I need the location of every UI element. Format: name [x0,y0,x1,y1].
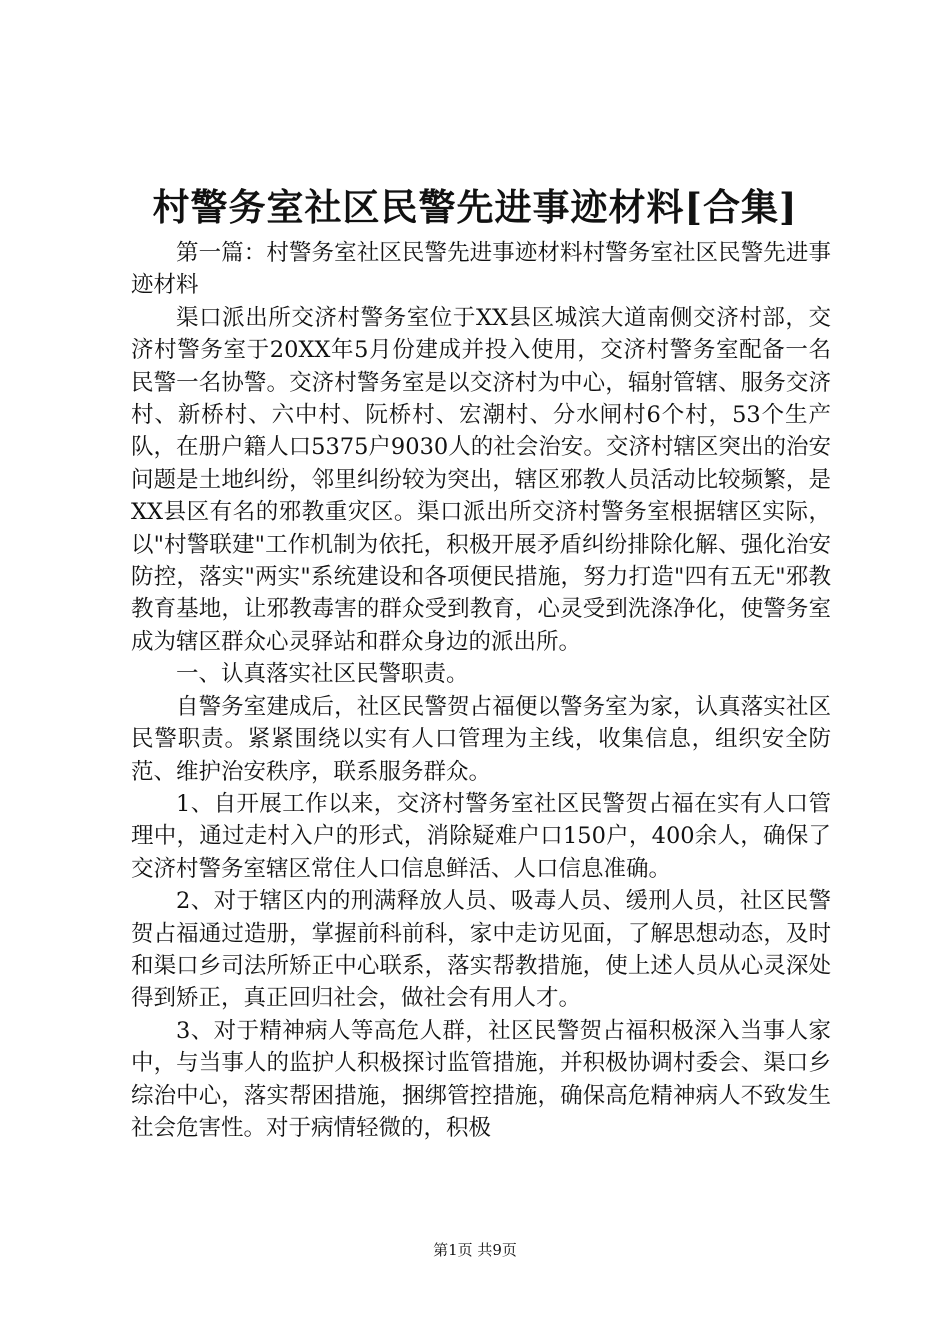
document-title: 村警务室社区民警先进事迹材料[合集] [152,185,798,229]
page-number: 第1页 共9页 [433,1241,517,1259]
section-heading: 一、认真落实社区民警职责。 [176,661,469,688]
paragraph-overview: 渠口派出所交济村警务室位于XX县区城滨大道南侧交济村部，交济村警务室于20XX年5月份建成并投入使用，交济村警务室配备一名民警一名协警。交济村警务室是以交济村为中心，辐射管辖、服务交济村、新桥村、六中村、阮桥村、宏潮村、分水闸村6个村，53个生产队，在册户籍人口5375户9030人的社会治安。交济村辖区突出的治安问题是土地纠纷，邻里纠纷较为突出，辖区邪教人员活动比较频繁，是XX县区有名的邪教重灾区。渠口派出所交济村警务室根据辖区实际，以"村警联建"工作机制为依托，积极开展矛盾纠纷排除化解、强化治安防控，落实"两实"系统建设和各项便民措施，努力打造"四有五无"邪教教育基地，让邪教毒害的群众受到教育，心灵受到洗涤净化，使警务室成为辖区群众心灵驿站和群众身边的派出所。 [131,304,831,655]
document-body [131,237,831,1144]
list-item-1: 1、自开展工作以来，交济村警务室社区民警贺占福在实有人口管理中，通过走村入户的形式，消除疑难户口150户，400余人，确保了交济村警务室辖区常住人口信息鲜活、人口信息准确。 [131,790,831,882]
paragraph-intro: 第一篇：村警务室社区民警先进事迹材料村警务室社区民警先进事迹材料 [131,240,831,299]
paragraph-duties: 自警务室建成后，社区民警贺占福便以警务室为家，认真落实社区民警职责。紧紧围绕以实有人口管理为主线，收集信息，组织安全防范、维护治安秩序，联系服务群众。 [131,693,831,785]
list-item-3: 3、对于精神病人等高危人群，社区民警贺占福积极深入当事人家中，与当事人的监护人积极探讨监管措施，并积极协调村委会、渠口乡综治中心，落实帮困措施，捆绑管控措施，确保高危精神病人不致发生社会危害性。对于病情轻微的，积极 [131,1017,831,1141]
list-item-2: 2、对于辖区内的刑满释放人员、吸毒人员、缓刑人员，社区民警贺占福通过造册，掌握前科前科，家中走访见面，了解思想动态，及时和渠口乡司法所矫正中心联系，落实帮教措施，使上述人员从心灵深处得到矫正，真正回归社会，做社会有用人才。 [131,888,831,1012]
